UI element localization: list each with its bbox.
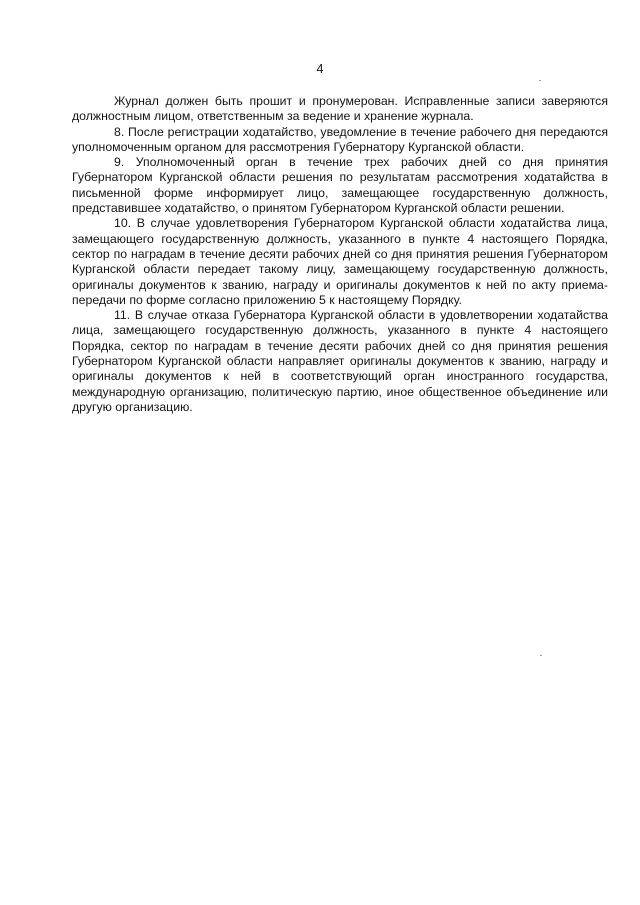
- scan-speck: [540, 655, 542, 656]
- paragraph-item-10: 10. В случае удовлетворения Губернатором Курганской области ходатайства лица, замещающего государственную должность, указанного в пункте 4 настоящего Порядка, сектор по наградам в течение десяти рабочих дней со дня принятия решения Губернатором Курганской области передает такому лицу, замещающему государственную должность, оригиналы документов к званию, награду и оригиналы документов к ней по акту приема-передачи по форме согласно приложению 5 к настоящему Порядку.: [72, 216, 608, 307]
- paragraph-item-11: 11. В случае отказа Губернатора Курганской области в удовлетворении ходатайства лица, замещающего государственную должность, указанного в пункте 4 настоящего Порядка, сектор по наградам в течение десяти рабочих дней со дня принятия решения Губернатором Курганской области направляет оригиналы документов к званию, награду и оригиналы документов к ней в соответствующий орган иностранного государства, международную организацию, политическую партию, иное общественное объединение или другую организацию.: [72, 308, 608, 414]
- document-body: [72, 94, 608, 415]
- page-number: 4: [316, 62, 324, 76]
- paragraph-item-8: 8. После регистрации ходатайство, уведомление в течение рабочего дня передаются уполномоченным органом для рассмотрения Губернатору Курганской области.: [72, 124, 608, 154]
- scan-speck: [539, 80, 541, 81]
- paragraph-item-9: 9. Уполномоченный орган в течение трех рабочих дней со дня принятия Губернатором Курганской области решения по результатам рассмотрения ходатайства в письменной форме информирует лицо, замещающее государственную должность, представившее ходатайство, о принятом Губернатором Курганской области решении.: [72, 155, 608, 216]
- paragraph-journal: Журнал должен быть прошит и пронумерован. Исправленные записи заверяются должностным лицом, ответственным за ведение и хранение журнала.: [72, 94, 608, 124]
